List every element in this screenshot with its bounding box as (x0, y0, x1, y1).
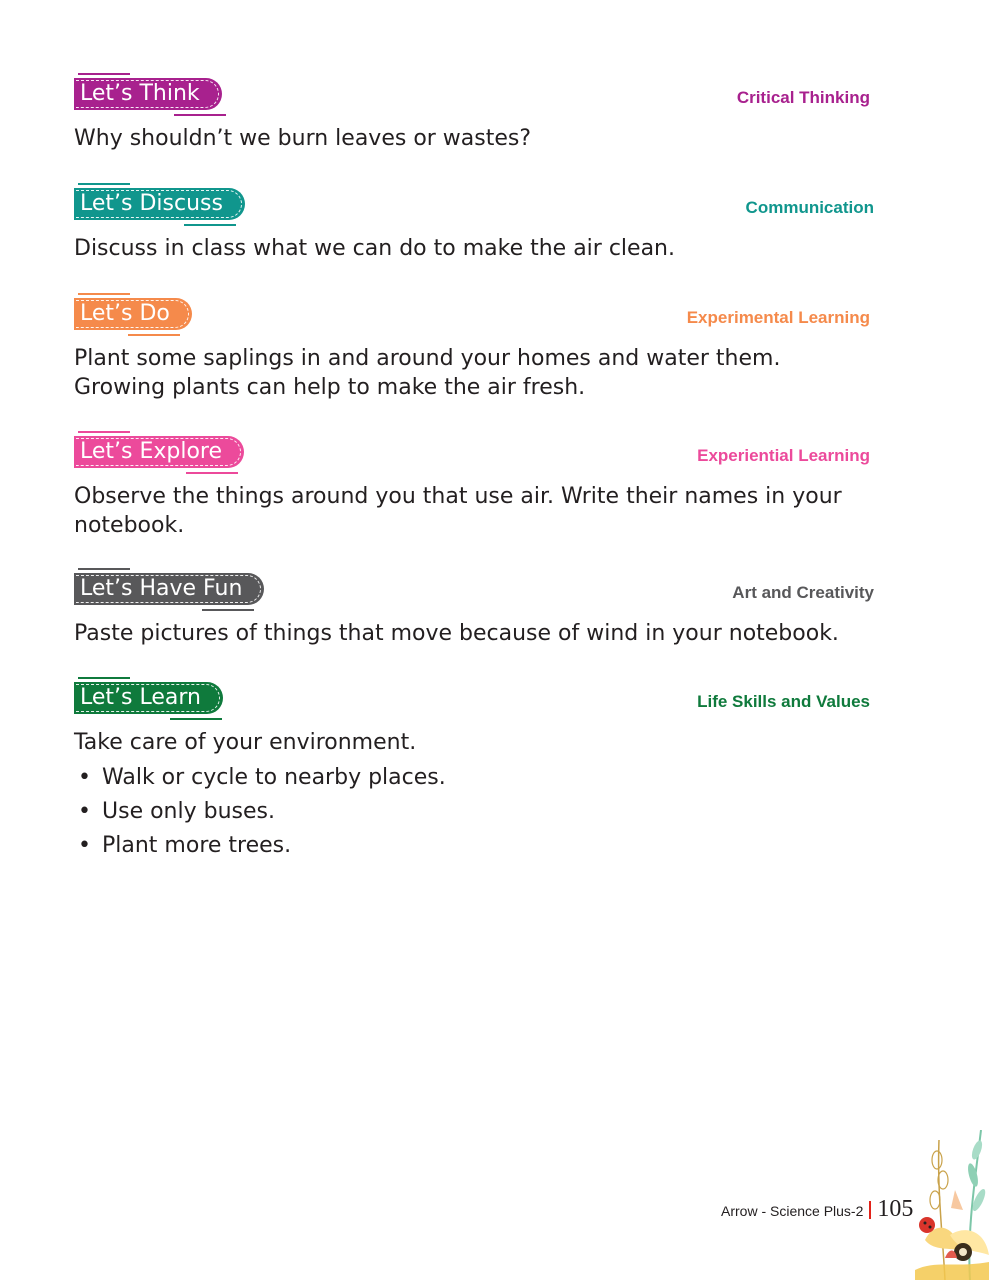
tab-accent-line (202, 609, 254, 611)
list-item-text: Use only buses. (102, 799, 275, 824)
section-lets-do (74, 298, 874, 402)
footer-divider (869, 1201, 871, 1219)
section-lets-explore (74, 436, 874, 540)
tab-lets-think: Let’s Think (74, 78, 222, 110)
list-item (74, 829, 874, 863)
tab-accent-line (78, 431, 130, 433)
section-lets-learn (74, 682, 874, 863)
skill-label: Experiential Learning (697, 446, 870, 465)
page-number: 105 (877, 1196, 914, 1222)
tab-accent-line (78, 293, 130, 295)
bullet-dot: • (78, 765, 91, 790)
tab-accent-line (78, 568, 130, 570)
list-item (74, 795, 874, 829)
skill-label: Critical Thinking (736, 88, 870, 107)
tab-lets-do: Let’s Do (74, 298, 192, 330)
bullet-dot: • (78, 833, 91, 858)
list-item-text: Plant more trees. (102, 833, 292, 858)
list-item (74, 761, 874, 795)
section-lets-discuss (74, 188, 874, 263)
section-lets-think (74, 78, 874, 153)
activity-text: Observe the things around you that use air. Write their names in your notebook. (74, 484, 842, 538)
activity-text: Paste pictures of things that move because of wind in your notebook. (74, 621, 839, 646)
bullet-list (74, 761, 874, 863)
page-footer (721, 1196, 913, 1226)
tab-accent-line (184, 224, 236, 226)
activity-text: Plant some saplings in and around your homes and water them. Growing plants can help to make the air fresh. (74, 346, 781, 400)
skill-label: Life Skills and Values (697, 692, 870, 711)
skill-label: Art and Creativity (732, 583, 874, 602)
tab-accent-line (78, 677, 130, 679)
tab-accent-line (78, 73, 130, 75)
list-item-text: Walk or cycle to nearby places. (102, 765, 446, 790)
floral-decoration-icon (915, 1130, 989, 1280)
tab-accent-line (128, 334, 180, 336)
tab-accent-line (78, 183, 130, 185)
book-title: Arrow - Science Plus-2 (721, 1203, 864, 1219)
tab-lets-have-fun: Let’s Have Fun (74, 573, 264, 605)
bullet-dot: • (78, 799, 91, 824)
tab-accent-line (186, 472, 238, 474)
section-lets-have-fun (74, 573, 874, 648)
skill-label: Experimental Learning (686, 308, 870, 327)
skill-label: Communication (745, 198, 874, 217)
activity-text: Why shouldn’t we burn leaves or wastes? (74, 126, 532, 151)
tab-accent-line (174, 114, 226, 116)
activity-text: Take care of your environment. (74, 730, 417, 755)
tab-lets-explore: Let’s Explore (74, 436, 244, 468)
tab-accent-line (170, 718, 222, 720)
tab-lets-discuss: Let’s Discuss (74, 188, 245, 220)
activity-text: Discuss in class what we can do to make the air clean. (74, 236, 675, 261)
tab-lets-learn: Let’s Learn (74, 682, 223, 714)
